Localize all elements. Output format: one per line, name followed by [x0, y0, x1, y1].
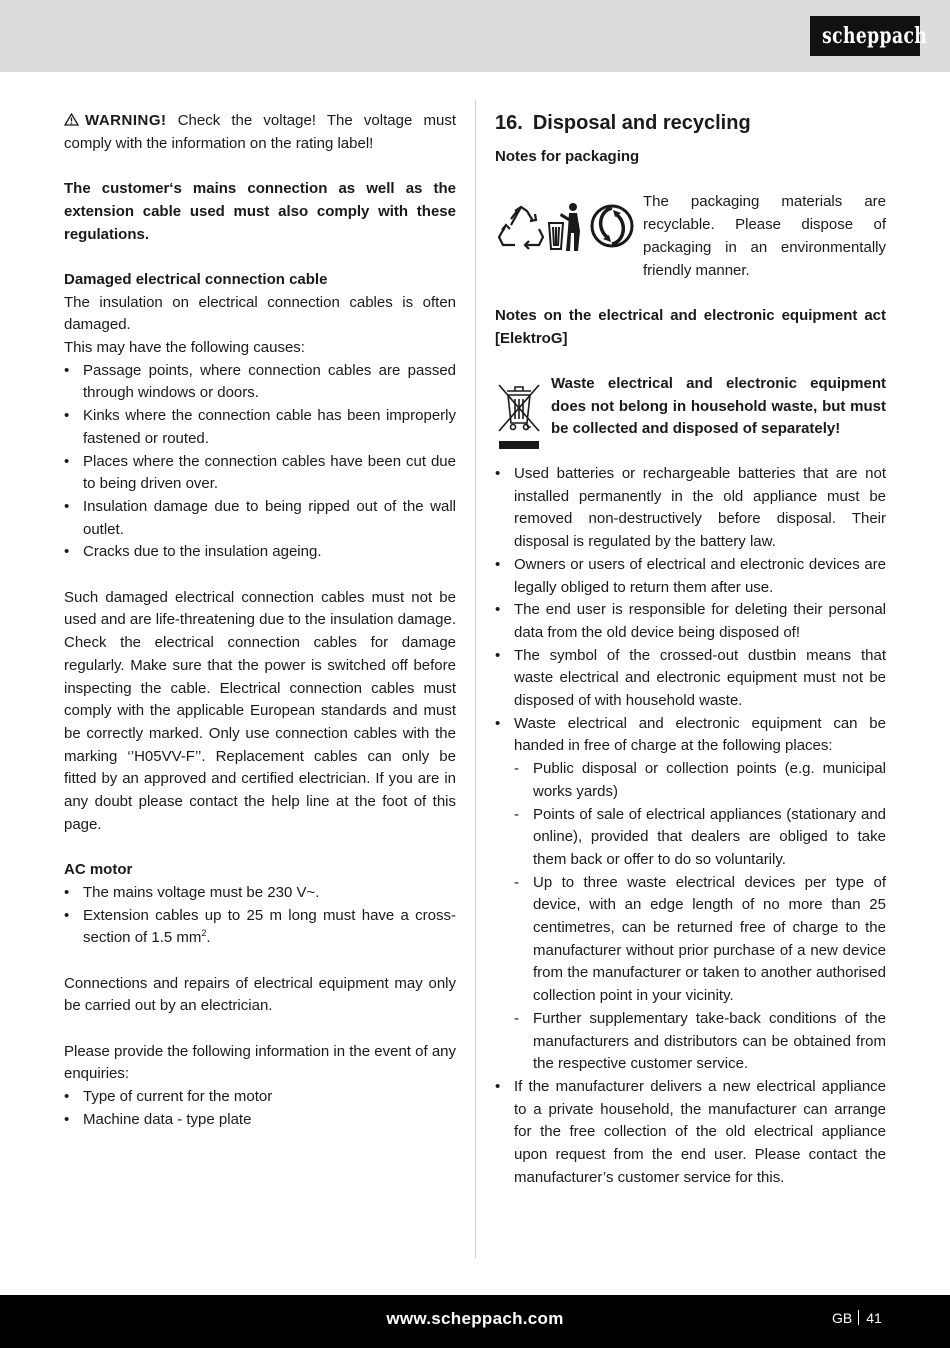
list-item: - Points of sale of electrical appliances (stationary and online), provided that dealers are obliged to take them back or offer to do so voluntarily.: [514, 804, 886, 872]
list-item: • Waste electrical and electronic equipment can be handed in free of charge at the following places: - Public disposal or collection points (e.g. municipal works yards) - Points of sale of electrical appliances (stationary and online), provided that dealers are obliged to take them back or offer to do so voluntarily. - Up to three waste electrical devices per type of device, with an edge length of no more than 25 centimetres, can be returned free of charge to the manufacturer without prior purchase of a new device from the manufacturer or taken to another authorised collection point in your vicinity. - Further supplementary take-back conditions of the manufacturers and distributors can be obtained from the respective customer service.: [495, 713, 886, 1076]
list-item: - Further supplementary take-back conditions of the manufacturers and distributors can be obtained from the respective customer service.: [514, 1008, 886, 1076]
list-item: • The symbol of the crossed-out dustbin means that waste electrical and electronic equipment must not be disposed of with household waste.: [495, 645, 886, 713]
tidyman-icon: [547, 201, 585, 253]
left-column: [64, 110, 456, 1132]
weee-note: Waste electrical and electronic equipment does not belong in household waste, but must be collected and disposed of separately!: [551, 374, 886, 438]
damaged-cable-warning: Such damaged electrical connection cables must not be used and are life-threatening due to the insulation damage. Check the electrical connection cables for damage regularly. Make sure that the power is switched off before inspecting the cable. Electrical connection cables must comply with the applicable European standards and must be correctly marked. Only use connection cables with the marking ‘’H05VV-F’’. Replacement cables can only be fitted by an approved and certified electrician. If you are in any doubt please contact the help line at the foot of this page.: [64, 588, 456, 833]
list-item: • Passage points, where connection cables are passed through windows or doors.: [64, 360, 456, 405]
warning-label: WARNING!: [85, 112, 167, 129]
damaged-cable-text-2: This may have the following causes:: [64, 339, 305, 356]
scheppach-logo: [810, 16, 928, 56]
list-item: • Insulation damage due to being ripped out of the wall outlet.: [64, 496, 456, 541]
packaging-heading: Notes for packaging: [495, 148, 640, 165]
ac-motor-heading: AC motor: [64, 861, 133, 879]
enquiries-note: Please provide the following information in the event of any enquiries:: [64, 1042, 456, 1083]
list-item: • If the manufacturer delivers a new electrical appliance to a private household, the manufacturer can arrange for the free collection of the old electrical appliance upon request from the end user. Please contact the manufacturer’s customer service for this.: [495, 1076, 886, 1190]
logo-text: scheppach: [822, 23, 928, 49]
damaged-cable-heading: Damaged electrical connection cable: [64, 270, 328, 288]
list-item: • The mains voltage must be 230 V~.: [64, 882, 456, 905]
footer-bar: [0, 1295, 950, 1348]
list-item: • Kinks where the connection cable has been improperly fastened or routed.: [64, 405, 456, 450]
list-item: • Owners or users of electrical and electronic devices are legally obliged to return them after use.: [495, 554, 886, 599]
weee-icons: [495, 373, 543, 463]
list-item: • Used batteries or rechargeable batteries that are not installed permanently in the old appliance must be removed non-destructively before disposal. Their disposal is regulated by the battery law.: [495, 463, 886, 554]
list-item: • Machine data - type plate: [64, 1109, 456, 1132]
column-divider: [475, 100, 476, 1258]
warning-paragraph: [64, 110, 456, 155]
ac-motor-list: [64, 882, 456, 950]
warning-triangle-icon: [64, 113, 79, 126]
causes-list: [64, 360, 456, 564]
list-item: • Places where the connection cables have been cut due to being driven over.: [64, 451, 456, 496]
section-title: 16. Disposal and recycling: [495, 112, 751, 134]
website-link[interactable]: www.scheppach.com: [386, 1309, 564, 1328]
list-item: - Public disposal or collection points (e.g. municipal works yards): [514, 758, 886, 803]
damaged-cable-text-1: The insulation on electrical connection cables is often damaged.: [64, 293, 456, 334]
warning-text: Check the voltage! The voltage must comply with the information on the rating label!: [64, 112, 456, 152]
packaging-text: The packaging materials are recyclable. Please dispose of packaging in an environmentally friendly manner.: [643, 193, 886, 279]
packaging-icons: [495, 191, 635, 261]
packaging-block: [495, 191, 886, 282]
header-bar: [0, 0, 950, 72]
list-item: • The end user is responsible for deleting their personal data from the old device being disposed of!: [495, 599, 886, 644]
list-item: • Cracks due to the insulation ageing.: [64, 541, 456, 564]
list-item: • Type of current for the motor: [64, 1086, 456, 1109]
mains-connection-note: The customer‘s mains connection as well as the extension cable used must also comply with these regulations.: [64, 180, 456, 243]
weee-list: [495, 463, 886, 1190]
connections-note: Connections and repairs of electrical equipment may only be carried out by an electrician.: [64, 974, 456, 1015]
recycle-icon: [497, 205, 545, 251]
elektrog-heading: Notes on the electrical and electronic equipment act [ElektroG]: [495, 306, 886, 347]
page-number: GB 41: [832, 1310, 882, 1326]
crossed-bin-icon: [495, 379, 543, 461]
list-item: - Up to three waste electrical devices per type of device, with an edge length of no more than 25 centimetres, can be returned free of charge to the manufacturer without prior purchase of a new device from the manufacturer or taken to another authorised collection point in your vicinity.: [514, 872, 886, 1008]
right-column: [495, 110, 886, 1189]
green-dot-icon: [589, 203, 635, 249]
collection-places-list: [514, 758, 886, 1076]
list-item: • Extension cables up to 25 m long must have a cross-section of 1.5 $mm^2$.: [64, 905, 456, 950]
weee-block: [495, 373, 886, 463]
enquiries-list: [64, 1086, 456, 1131]
